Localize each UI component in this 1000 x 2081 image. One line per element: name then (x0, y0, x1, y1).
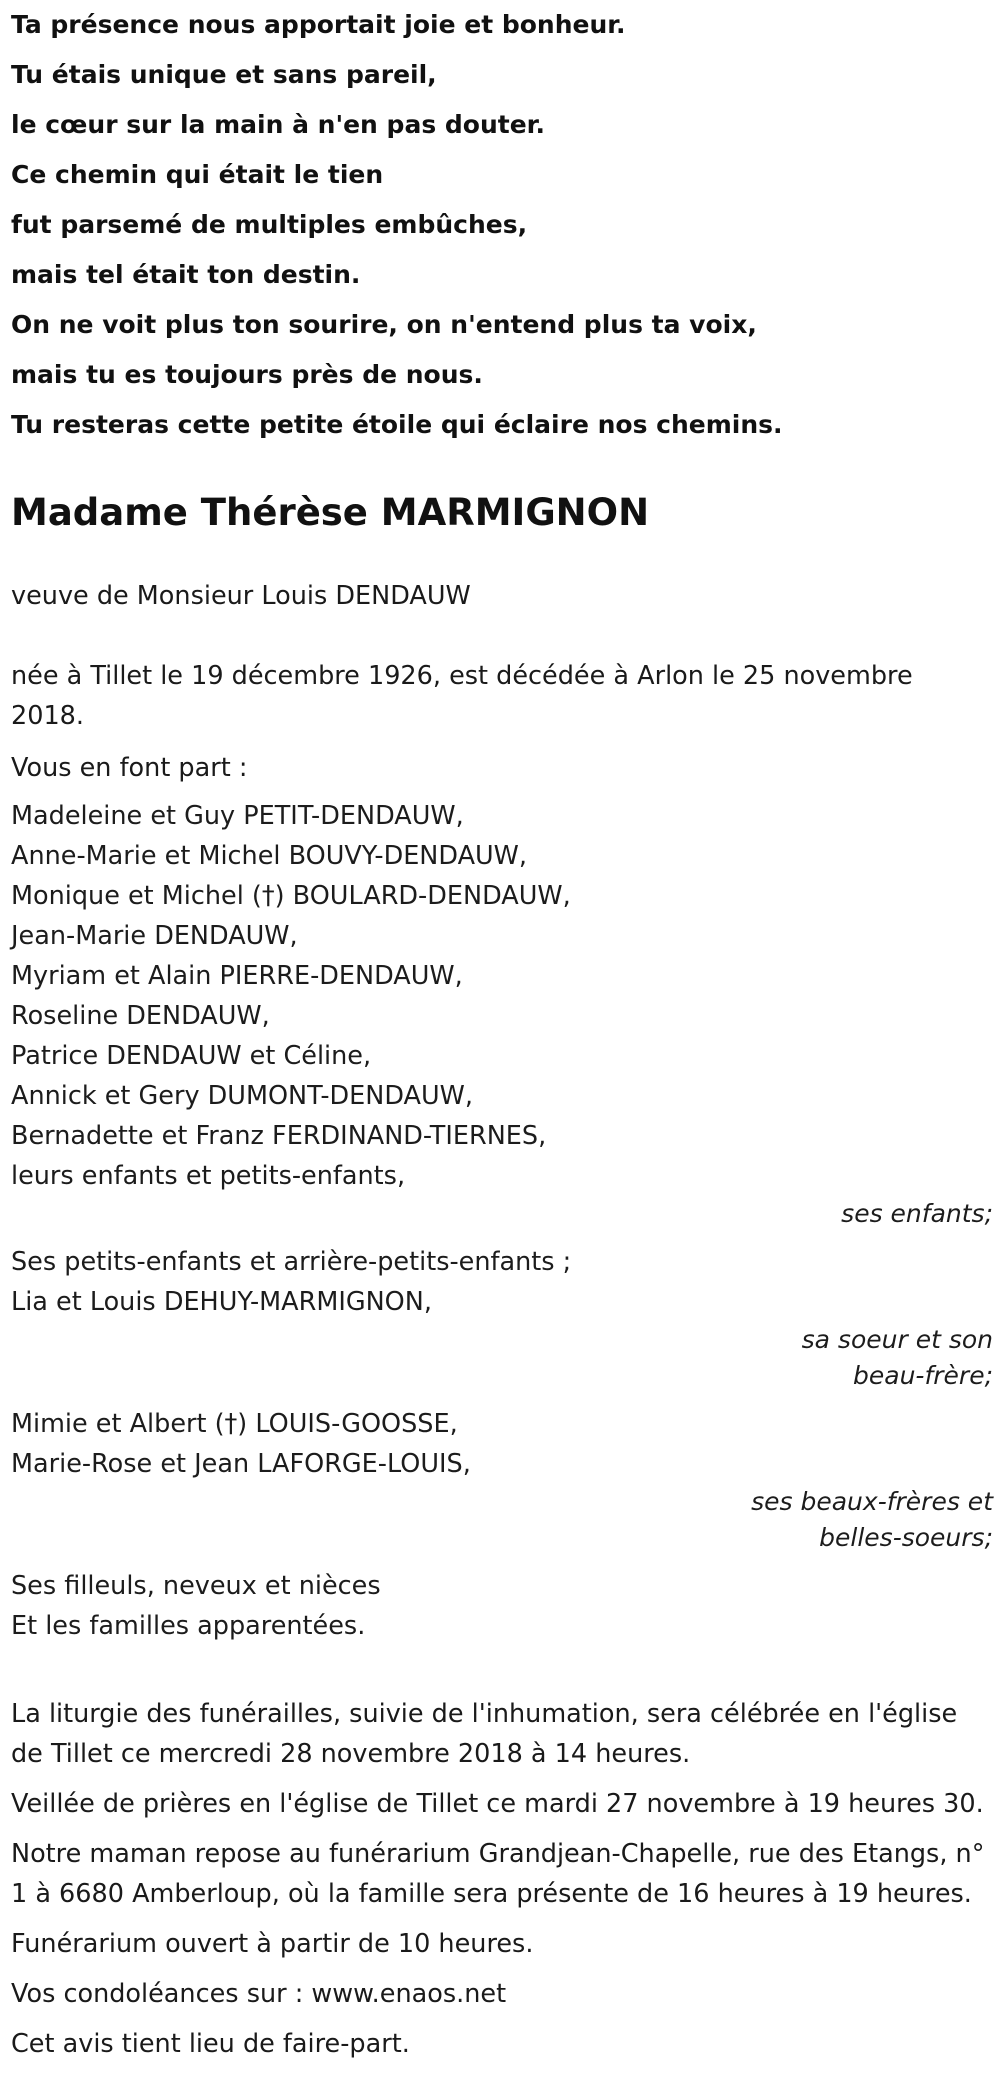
family-member: Patrice DENDAUW et Céline, (11, 1041, 372, 1071)
family-member: Anne-Marie et Michel BOUVY-DENDAUW, (11, 841, 528, 871)
liturgy-info: La liturgie des funérailles, suivie de l'inhumation, sera célébrée en l'église de Tillet ce mercredi 28 novembre 2018 à 14 heures. (11, 1699, 958, 1769)
family-member: Madeleine et Guy PETIT-DENDAUW, (11, 801, 464, 831)
poem-line: Ce chemin qui était le tien (11, 160, 384, 189)
relation-label: sa soeur et son (801, 1325, 993, 1354)
family-member: Bernadette et Franz FERDINAND-TIERNES, (11, 1121, 547, 1151)
others-group (11, 1566, 993, 1646)
family-member: Roseline DENDAUW, (11, 1001, 270, 1031)
family-member: Marie-Rose et Jean LAFORGE-LOUIS, (11, 1449, 471, 1479)
relation-label: belles-soeurs; (819, 1523, 993, 1552)
relation-label: ses beaux-frères et (751, 1487, 993, 1516)
poem-line: Ta présence nous apportait joie et bonheur. (11, 10, 626, 39)
deceased-name: Madame Thérèse MARMIGNON (11, 491, 650, 534)
family-member: Monique et Michel (†) BOULARD-DENDAUW, (11, 881, 571, 911)
poem-line: Tu resteras cette petite étoile qui éclaire nos chemins. (11, 410, 783, 439)
obituary-content (11, 0, 993, 2064)
grandchildren-line: Ses petits-enfants et arrière-petits-enfants ; (11, 1247, 572, 1277)
family-member: Et les familles apparentées. (11, 1611, 366, 1641)
poem-line: On ne voit plus ton sourire, on n'entend plus ta voix, (11, 310, 757, 339)
relation-label: ses enfants; (841, 1199, 993, 1228)
family-member: Mimie et Albert (†) LOUIS-GOOSSE, (11, 1409, 458, 1439)
funeral-home-info: Notre maman repose au funérarium Grandjean-Chapelle, rue des Etangs, n° 1 à 6680 Amberloup, où la famille sera présente de 16 heures à 19 heures. (11, 1839, 985, 1909)
children-group (11, 796, 993, 1232)
family-member: Annick et Gery DUMONT-DENDAUW, (11, 1081, 473, 1111)
birth-death-info: née à Tillet le 19 décembre 1926, est décédée à Arlon le 25 novembre 2018. (11, 661, 913, 731)
family-member: Lia et Louis DEHUY-MARMIGNON, (11, 1287, 432, 1317)
family-member: Ses filleuls, neveux et nièces (11, 1571, 381, 1601)
sister-group (11, 1242, 993, 1394)
announce-label: Vous en font part : (11, 753, 248, 783)
vigil-info: Veillée de prières en l'église de Tillet ce mardi 27 novembre à 19 heures 30. (11, 1789, 984, 1819)
condolences-line (11, 1974, 993, 2014)
opening-hours: Funérarium ouvert à partir de 10 heures. (11, 1929, 534, 1959)
poem (11, 0, 993, 450)
notice-line: Cet avis tient lieu de faire-part. (11, 2029, 410, 2059)
family-member: leurs enfants et petits-enfants, (11, 1161, 406, 1191)
family-member: Jean-Marie DENDAUW, (11, 921, 298, 951)
condolences-prefix: Vos condoléances sur : (11, 1979, 312, 2009)
poem-line: mais tu es toujours près de nous. (11, 360, 483, 389)
widow-of: veuve de Monsieur Louis DENDAUW (11, 581, 471, 611)
poem-line: mais tel était ton destin. (11, 260, 361, 289)
poem-line: Tu étais unique et sans pareil, (11, 60, 437, 89)
family-member: Myriam et Alain PIERRE-DENDAUW, (11, 961, 463, 991)
condolences-link[interactable]: www.enaos.net (311, 1979, 507, 2009)
poem-line: le cœur sur la main à n'en pas douter. (11, 110, 545, 139)
in-laws-group (11, 1404, 993, 1556)
poem-line: fut parsemé de multiples embûches, (11, 210, 528, 239)
relation-label: beau-frère; (853, 1361, 993, 1390)
